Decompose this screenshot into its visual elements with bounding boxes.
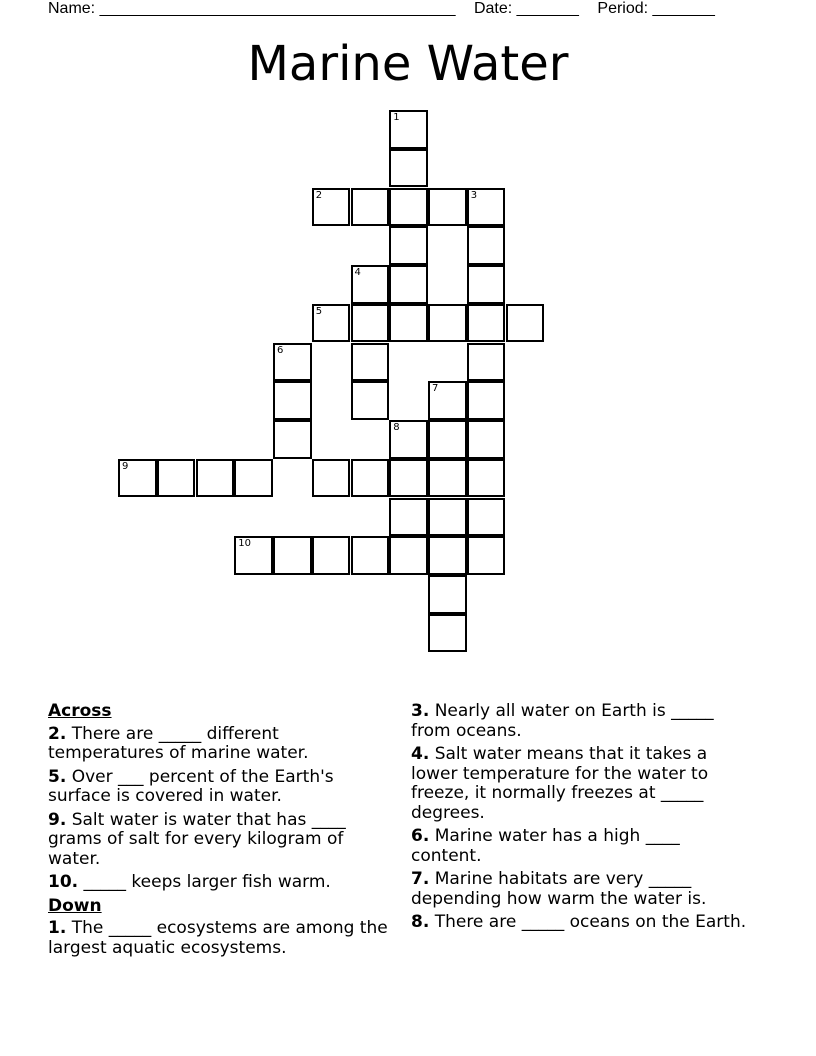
down-clue-1: 1. The _____ ecosystems are among the largest aquatic ecosystems. — [48, 918, 388, 958]
grid-cell[interactable] — [389, 459, 428, 498]
grid-cell[interactable] — [428, 381, 467, 420]
grid-cell[interactable] — [389, 226, 428, 265]
clue-number: 5 — [315, 305, 323, 317]
grid-cell[interactable] — [467, 459, 506, 498]
clue-number: 7 — [432, 383, 439, 395]
grid-cell[interactable] — [467, 226, 506, 265]
grid-cell[interactable] — [467, 304, 506, 343]
grid-cell[interactable] — [312, 304, 351, 343]
grid-cell[interactable] — [467, 498, 506, 537]
grid-cell[interactable] — [428, 459, 467, 498]
clue-number: 6 — [277, 344, 284, 356]
date-field-label[interactable]: Date: _______ — [473, 0, 579, 17]
clues-left-column — [48, 702, 388, 962]
grid-cell[interactable] — [467, 420, 506, 459]
grid-cell[interactable] — [467, 343, 506, 382]
grid-cell[interactable] — [157, 459, 196, 498]
grid-cell[interactable] — [351, 459, 390, 498]
grid-cell[interactable] — [351, 343, 390, 382]
grid-cell[interactable] — [428, 188, 467, 227]
clue-number: 2 — [315, 189, 323, 201]
clue-number: 4 — [354, 267, 361, 278]
grid-cell[interactable] — [389, 304, 428, 343]
name-field-label[interactable]: Name: ________________________________________ — [48, 0, 456, 17]
grid-cell[interactable] — [389, 498, 428, 537]
grid-cell[interactable] — [196, 459, 235, 498]
clue-number: 1 — [393, 112, 400, 123]
grid-cell[interactable] — [234, 459, 273, 498]
grid-cell[interactable] — [273, 381, 312, 420]
grid-cell[interactable] — [428, 498, 467, 537]
grid-cell[interactable] — [428, 304, 467, 343]
grid-cell[interactable] — [351, 304, 390, 343]
down-clue-8: 8. There are _____ oceans on the Earth. — [411, 912, 747, 932]
grid-cell[interactable] — [273, 536, 312, 575]
grid-cell[interactable] — [428, 575, 467, 614]
down-clue-3: 3. Nearly all water on Earth is _____ from oceans. — [411, 701, 714, 741]
across-heading: Across — [48, 701, 112, 721]
across-clue-9: 9. Salt water is water that has ____ grams of salt for every kilogram of water. — [48, 809, 346, 869]
grid-cell[interactable] — [389, 536, 428, 575]
grid-cell[interactable] — [273, 343, 312, 382]
grid-cell[interactable] — [467, 536, 506, 575]
grid-cell[interactable] — [273, 420, 312, 459]
grid-cell[interactable] — [467, 265, 506, 304]
grid-cell[interactable] — [506, 304, 545, 343]
down-heading: Down — [48, 895, 102, 916]
page-title: Marine Water — [247, 36, 569, 92]
down-clue-7: 7. Marine habitats are very _____ depending how warm the water is. — [411, 869, 707, 909]
clue-number: 9 — [122, 460, 129, 472]
clue-number: 8 — [393, 422, 400, 433]
across-clue-2: 2. There are _____ different temperatures of marine water. — [48, 723, 309, 763]
grid-cell[interactable] — [351, 536, 390, 575]
grid-cell[interactable] — [351, 381, 390, 420]
grid-cell[interactable] — [428, 614, 467, 653]
across-clue-5: 5. Over ___ percent of the Earth's surface is covered in water. — [48, 766, 334, 806]
clues-right-column — [411, 702, 751, 937]
grid-cell[interactable] — [389, 188, 428, 227]
grid-cell[interactable] — [389, 149, 428, 188]
grid-cell[interactable] — [312, 459, 351, 498]
grid-cell[interactable] — [389, 420, 428, 459]
clue-number: 10 — [238, 538, 251, 550]
grid-cell[interactable] — [389, 110, 428, 149]
down-clue-4: 4. Salt water means that it takes a lower temperature for the water to freeze, it normally freezes at _____ degrees. — [411, 744, 709, 823]
grid-cell[interactable] — [428, 536, 467, 575]
across-clue-10: 10. _____ keeps larger fish warm. — [48, 872, 331, 892]
grid-cell[interactable] — [389, 265, 428, 304]
grid-cell[interactable] — [312, 188, 351, 227]
down-clue-6: 6. Marine water has a high ____ content. — [411, 826, 680, 866]
grid-cell[interactable] — [312, 536, 351, 575]
grid-cell[interactable] — [234, 536, 273, 575]
grid-cell[interactable] — [118, 459, 157, 498]
grid-cell[interactable] — [467, 381, 506, 420]
period-field-label[interactable]: Period: _______ — [597, 0, 715, 17]
grid-cell[interactable] — [351, 188, 390, 227]
grid-cell[interactable] — [351, 265, 390, 304]
grid-cell[interactable] — [428, 420, 467, 459]
grid-cell[interactable] — [467, 188, 506, 227]
clue-number: 3 — [470, 189, 478, 201]
